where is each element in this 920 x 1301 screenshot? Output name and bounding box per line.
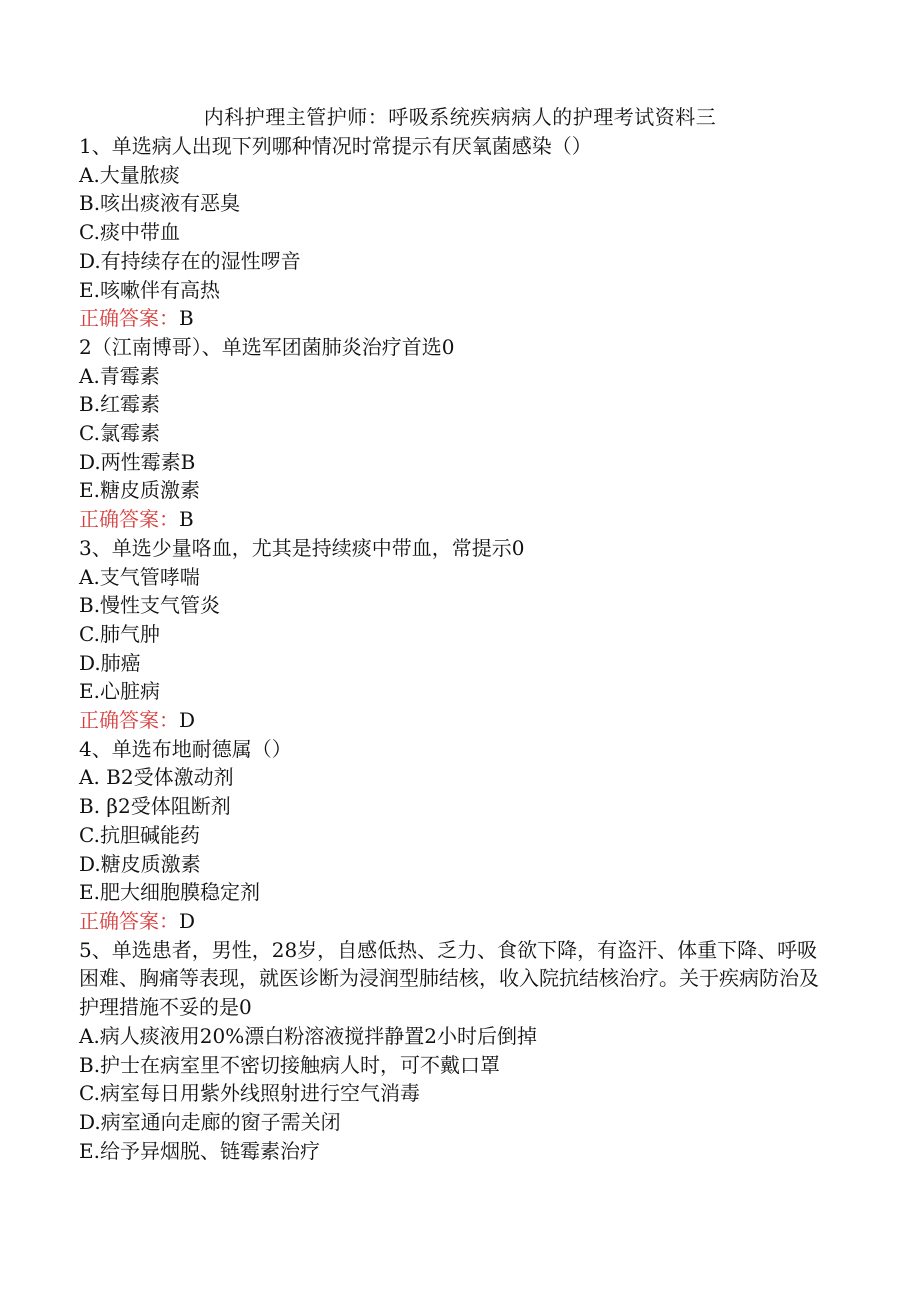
option-e: E.给予异烟脱、链霉素治疗 — [79, 1138, 320, 1163]
question-stem: 1、单选病人出现下列哪种情况时常提示有厌氧菌感染（） — [79, 134, 592, 158]
question-5 — [79, 936, 829, 1166]
option-a: A.支气管哮喘 — [79, 564, 200, 589]
option-b: B.慢性支气管炎 — [79, 593, 221, 618]
option-b: B.红霉素 — [79, 392, 161, 417]
option-c: C.抗胆碱能药 — [79, 822, 200, 847]
option-b: B. β2受体阻断剂 — [79, 794, 231, 819]
option-a: A.病人痰液用20%漂白粉溶液搅拌静置2小时后倒掉 — [79, 1023, 537, 1048]
question-3 — [79, 534, 829, 735]
question-1 — [79, 132, 829, 333]
option-c: C.病室每日用紫外线照射进行空气消毒 — [79, 1081, 420, 1106]
answer-value: B — [179, 306, 194, 331]
correct-answer — [79, 706, 829, 735]
question-stem: 5、单选患者，男性，28岁，自感低热、乏力、食欲下降，有盗汗、体重下降、呼吸困难、胸痛等表现，就医诊断为浸润型肺结核，收入院抗结核治疗。关于疾病防治及护理措施不妥的是0 — [79, 937, 819, 1020]
option-d: D.肺癌 — [79, 650, 141, 675]
option-e: E.肥大细胞膜稳定剂 — [79, 880, 260, 905]
option-d: D.糖皮质激素 — [79, 851, 201, 876]
answer-label: 正确答案： — [79, 507, 179, 532]
option-d: D.两性霉素B — [79, 449, 196, 474]
option-a: A. B2受体激动剂 — [79, 765, 234, 790]
option-e: E.心脏病 — [79, 679, 160, 704]
option-a: A.青霉素 — [79, 363, 160, 388]
answer-label: 正确答案： — [79, 306, 179, 331]
option-b: B.咳出痰液有恶臭 — [79, 191, 241, 216]
question-4 — [79, 735, 829, 936]
option-d: D.有持续存在的湿性啰音 — [79, 248, 301, 273]
question-stem: 3、单选少量咯血，尤其是持续痰中带血，常提示0 — [79, 535, 525, 560]
correct-answer — [79, 304, 829, 333]
option-a: A.大量脓痰 — [79, 162, 180, 187]
option-d: D.病室通向走廊的窗子需关闭 — [79, 1109, 341, 1134]
question-list — [79, 132, 829, 1165]
answer-label: 正确答案： — [79, 908, 179, 933]
document-title: 内科护理主管护师：呼吸系统疾病病人的护理考试资料三 — [203, 105, 717, 129]
question-stem: 4、单选布地耐德属（） — [79, 736, 292, 761]
answer-value: D — [179, 908, 196, 933]
correct-answer — [79, 505, 829, 534]
option-e: E.咳嗽伴有高热 — [79, 277, 220, 302]
answer-value: B — [179, 507, 194, 532]
option-c: C.氯霉素 — [79, 421, 160, 446]
option-c: C.痰中带血 — [79, 220, 180, 245]
correct-answer — [79, 907, 829, 936]
answer-value: D — [179, 708, 196, 733]
option-b: B.护士在病室里不密切接触病人时，可不戴口罩 — [79, 1052, 501, 1077]
question-2 — [79, 333, 829, 534]
option-c: C.肺气肿 — [79, 621, 160, 646]
question-stem: 2（江南博哥）、单选军团菌肺炎治疗首选0 — [79, 334, 455, 359]
option-e: E.糖皮质激素 — [79, 478, 200, 503]
answer-label: 正确答案： — [79, 708, 179, 733]
